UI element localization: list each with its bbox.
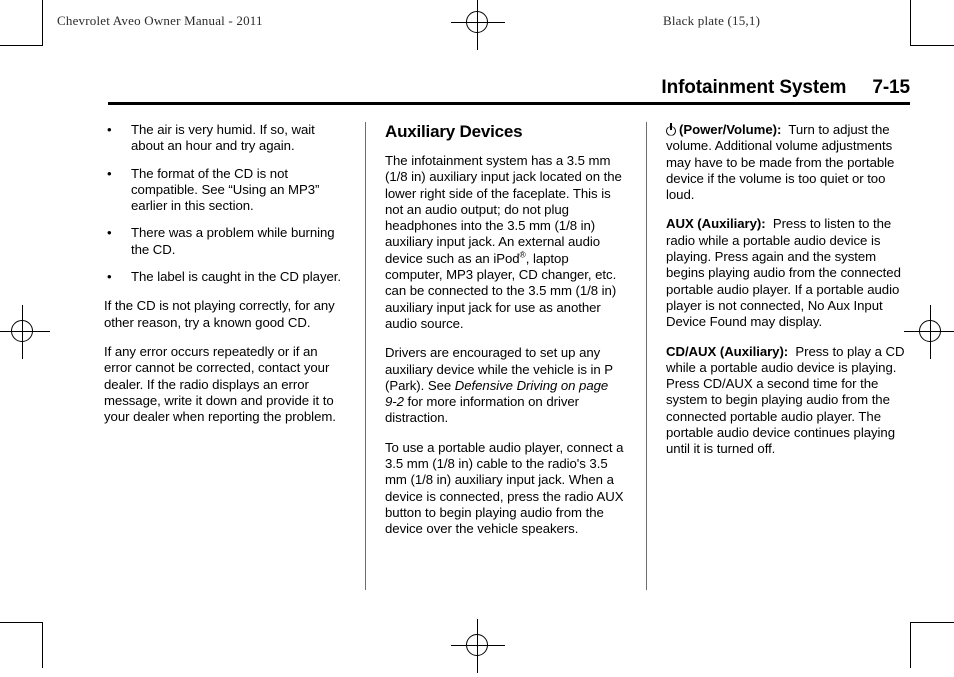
list-item-text: There was a problem while burning the CD. [131,225,335,257]
definition-term: (Power/Volume): [679,122,782,137]
paragraph [385,153,628,332]
bullet-icon: • [107,122,112,137]
registration-crosshair-horizontal [451,645,505,646]
list-item-text: The label is caught in the CD player. [131,269,341,285]
column-divider-rule [646,122,647,590]
list-item-text: The format of the CD is not compatible. See “Using an MP3” earlier in this section. [131,165,320,214]
chapter-title-row [108,78,910,102]
column-gutter-2 [628,122,666,592]
page-number: 7-15 [872,77,910,98]
chapter-header [108,78,910,105]
paragraph-text-part: , laptop computer, MP3 player, CD changer, etc. can be connected to the 3.5 mm (1/8 in) auxiliary input jack for use as another audio source. [385,250,617,331]
page-title: Infotainment System [661,77,847,98]
crop-mark-bottom-right-horizontal [910,622,954,623]
paragraph: To use a portable audio player, connect a 3.5 mm (1/8 in) cable to the radio's 3.5 mm (1/8 in) auxiliary input jack. When a device is connected, press the radio AUX button to begin playing audio from the device over the vehicle speakers. [385,439,624,537]
registration-crosshair-vertical [477,0,478,50]
running-head-left: Chevrolet Aveo Owner Manual - 2011 [57,13,263,28]
registration-crosshair-horizontal [904,331,954,332]
definition-text: Turn to adjust the volume. Additional volume adjustments may have to be made from the portable device if the volume is too quiet or too loud. [666,122,895,203]
page-columns [104,122,910,592]
paragraph-text-part: The infotainment system has a 3.5 mm (1/8 in) auxiliary input jack located on the lower right side of the faceplate. This is not an audio output; do not plug headphones into the 3.5 mm (1/8 in) auxiliary input jack. An external audio device such as an iPod [385,153,622,266]
paragraph-text-part: for more information on driver distraction. [385,394,580,426]
registration-mark-top [447,0,509,54]
chapter-rule [108,102,910,105]
list-item-text: The air is very humid. If so, wait about an hour and try again. [131,122,315,154]
bullet-icon: • [107,225,112,241]
bullet-icon: • [107,165,112,181]
column-right [666,122,909,592]
crop-mark-top-right-horizontal [910,45,954,46]
definition-entry-power-volume [666,122,909,203]
column-middle [385,122,628,592]
list-item [104,122,347,155]
definition-term: AUX (Auxiliary): [666,216,766,232]
definition-text: Press to play a CD while a portable audio device is playing. Press CD/AUX a second time for the system to begin playing audio from the connected portable audio player. The portable audio device continues playing until it is turned off. [666,343,905,457]
crop-mark-bottom-left-vertical [42,622,43,668]
registration-crosshair-horizontal [0,331,50,332]
registration-crosshair-horizontal [451,22,505,23]
crop-mark-top-left-horizontal [0,45,43,46]
cross-reference-link[interactable]: Defensive Driving on page 9‑2 [385,377,609,410]
running-head-right: Black plate (15,1) [663,13,761,28]
registration-crosshair-vertical [22,305,23,359]
registered-trademark-icon: ® [519,249,526,260]
bullet-icon: • [107,269,112,285]
crop-mark-bottom-right-vertical [910,622,911,668]
cd-problem-bullet-list [104,122,347,285]
crop-mark-top-left-vertical [42,0,43,46]
list-item [104,166,347,215]
registration-mark-left [0,301,54,363]
column-divider-rule [365,122,366,590]
registration-crosshair-vertical [930,305,931,359]
list-item [104,225,347,258]
paragraph: If any error occurs repeatedly or if an error cannot be corrected, contact your dealer. If the radio displays an error message, write it down and provide it to your dealer when reporting the problem. [104,343,336,425]
power-icon [666,124,677,135]
definition-entry-aux [666,216,909,330]
crop-mark-bottom-left-horizontal [0,622,43,623]
section-heading-auxiliary-devices: Auxiliary Devices [385,122,523,141]
list-item [104,269,347,285]
paragraph-text-part: Drivers are encouraged to set up any auxiliary device while the vehicle is in P (Park). See [385,345,613,393]
column-gutter-1 [347,122,385,592]
column-left [104,122,347,592]
paragraph: If the CD is not playing correctly, for any other reason, try a known good CD. [104,298,335,330]
registration-crosshair-vertical [477,619,478,673]
definition-entry-cd-aux [666,344,909,458]
paragraph [385,345,628,426]
crop-mark-top-right-vertical [910,0,911,46]
definition-term: CD/AUX (Auxiliary): [666,343,789,359]
definition-text: Press to listen to the radio while a portable audio device is playing. Press again and the system begins playing audio from the connected portable audio player. If a portable audio player is not connected, No Aux Input Device Found may display. [666,216,901,330]
